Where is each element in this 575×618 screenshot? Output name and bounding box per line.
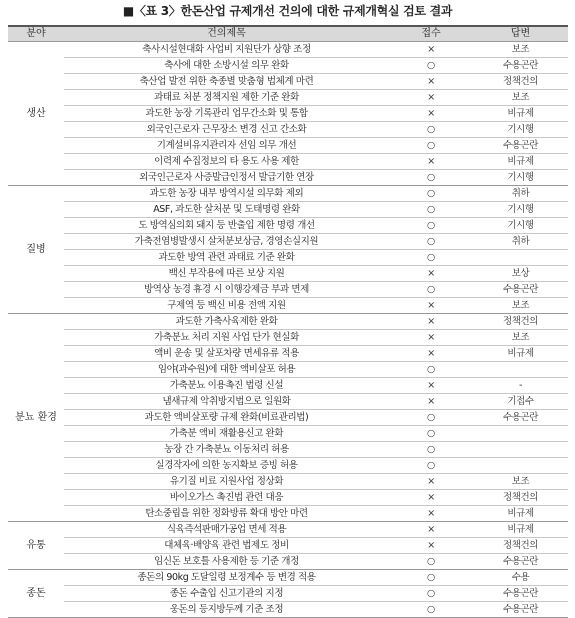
table-body — [8, 42, 568, 618]
accept-cell: ○ — [389, 458, 473, 474]
answer-cell: 수용곤란 — [473, 554, 568, 570]
accept-cell: × — [389, 522, 473, 538]
title-cell: 구제역 등 백신 비용 전액 지원 — [64, 298, 389, 314]
answer-cell: 보조 — [473, 474, 568, 490]
table-row — [8, 474, 568, 490]
accept-cell: × — [389, 298, 473, 314]
table-row — [8, 394, 568, 410]
accept-cell: ○ — [389, 170, 473, 186]
accept-cell: ○ — [389, 218, 473, 234]
title-cell: 임야(과수원)에 대한 액비살포 허용 — [64, 362, 389, 378]
title-cell: 농장 간 가축분뇨 이동처리 허용 — [64, 442, 389, 458]
table-row — [8, 42, 568, 58]
answer-cell: 보조 — [473, 42, 568, 58]
accept-cell: × — [389, 266, 473, 282]
title-cell: 외국인근로자 사증발급인정서 발급기한 연장 — [64, 170, 389, 186]
answer-cell: 기시행 — [473, 202, 568, 218]
answer-cell — [473, 458, 568, 474]
table-row — [8, 442, 568, 458]
answer-cell: 비규제 — [473, 346, 568, 362]
accept-cell: ○ — [389, 426, 473, 442]
answer-cell: 기접수 — [473, 394, 568, 410]
answer-cell: - — [473, 378, 568, 394]
title-cell: 축산업 발전 위한 축종별 맞춤형 법체계 마련 — [64, 74, 389, 90]
title-cell: 가축분뇨 이용촉진 법령 신설 — [64, 378, 389, 394]
answer-cell: 정책건의 — [473, 74, 568, 90]
table-row — [8, 458, 568, 474]
table-row — [8, 170, 568, 186]
accept-cell: ○ — [389, 138, 473, 154]
table-row — [8, 506, 568, 522]
table-row — [8, 186, 568, 202]
table-row — [8, 154, 568, 170]
accept-cell: ○ — [389, 570, 473, 586]
answer-cell — [473, 362, 568, 378]
answer-cell: 비규제 — [473, 154, 568, 170]
accept-cell: × — [389, 506, 473, 522]
title-cell: 과도한 액비살포량 규제 완화(비료관리법) — [64, 410, 389, 426]
accept-cell: ○ — [389, 122, 473, 138]
table-row — [8, 202, 568, 218]
title-cell: 가축전염병발생시 살처분보상금, 경영손실지원 — [64, 234, 389, 250]
answer-cell: 비규제 — [473, 506, 568, 522]
title-cell: 기계설비유지관리자 선임 의무 개선 — [64, 138, 389, 154]
accept-cell: ○ — [389, 442, 473, 458]
table-row — [8, 426, 568, 442]
title-cell: 백신 부작용에 따른 보상 지원 — [64, 266, 389, 282]
accept-cell: ○ — [389, 250, 473, 266]
table-row — [8, 362, 568, 378]
title-cell: 바이오가스 촉진법 관련 대응 — [64, 490, 389, 506]
table-row — [8, 570, 568, 586]
answer-cell: 수용곤란 — [473, 586, 568, 602]
accept-cell: ○ — [389, 554, 473, 570]
table-row — [8, 314, 568, 330]
accept-cell: × — [389, 346, 473, 362]
answer-cell: 보상 — [473, 266, 568, 282]
answer-cell: 취하 — [473, 234, 568, 250]
category-cell: 종돈 — [8, 570, 64, 618]
answer-cell: 기시행 — [473, 122, 568, 138]
title-cell: 웅돈의 등지방두께 기준 조정 — [64, 602, 389, 618]
category-cell: 생산 — [8, 42, 64, 186]
title-cell: 과도한 농장 내부 방역시설 의무화 제외 — [64, 186, 389, 202]
answer-cell — [473, 442, 568, 458]
answer-cell: 보조 — [473, 298, 568, 314]
answer-cell: 보조 — [473, 330, 568, 346]
answer-cell: 비규제 — [473, 522, 568, 538]
answer-cell: 보조 — [473, 90, 568, 106]
table-row — [8, 554, 568, 570]
table-title: ■〈표 3〉한돈산업 규제개선 건의에 대한 규제개혁실 검토 결과 — [122, 4, 453, 18]
accept-cell: ○ — [389, 58, 473, 74]
title-cell: 종돈 수출입 신고기관의 지정 — [64, 586, 389, 602]
title-cell: 축사에 대한 소방시설 의무 완화 — [64, 58, 389, 74]
accept-cell: ○ — [389, 410, 473, 426]
title-cell: 액비 운송 및 살포차량 면세유류 적용 — [64, 346, 389, 362]
answer-cell: 수용곤란 — [473, 58, 568, 74]
accept-cell: ○ — [389, 282, 473, 298]
table-row — [8, 106, 568, 122]
table-row — [8, 266, 568, 282]
title-cell: 가축분뇨 처리 지원 사업 단가 현실화 — [64, 330, 389, 346]
table-row — [8, 90, 568, 106]
accept-cell: ○ — [389, 234, 473, 250]
table-row — [8, 138, 568, 154]
answer-cell: 수용곤란 — [473, 138, 568, 154]
answer-cell: 정책건의 — [473, 490, 568, 506]
answer-cell: 수용곤란 — [473, 282, 568, 298]
title-cell: 방역상 농경 휴경 시 이행강제금 부과 면제 — [64, 282, 389, 298]
accept-cell: × — [389, 378, 473, 394]
answer-cell: 정책건의 — [473, 538, 568, 554]
title-cell: 과태료 처분 정책지원 제한 기준 완화 — [64, 90, 389, 106]
title-cell: 임신돈 보호틀 사용제한 등 기준 개정 — [64, 554, 389, 570]
answer-cell: 정책건의 — [473, 314, 568, 330]
accept-cell: × — [389, 490, 473, 506]
table-row — [8, 250, 568, 266]
title-cell: 가축분 액비 재활용신고 완화 — [64, 426, 389, 442]
table-row — [8, 378, 568, 394]
header-row — [8, 26, 568, 42]
answer-cell: 취하 — [473, 186, 568, 202]
title-cell: 유기질 비료 지원사업 정상화 — [64, 474, 389, 490]
category-cell: 분뇨 환경 — [8, 314, 64, 522]
title-cell: 과도한 방역 관련 과태료 기준 완화 — [64, 250, 389, 266]
table-row — [8, 298, 568, 314]
table-row — [8, 586, 568, 602]
category-cell: 유통 — [8, 522, 64, 570]
table-row — [8, 58, 568, 74]
review-results-table — [8, 25, 568, 618]
title-cell: 대체육·배양육 관련 법제도 정비 — [64, 538, 389, 554]
table-row — [8, 218, 568, 234]
title-cell: 이력제 수집정보의 타 용도 사용 제한 — [64, 154, 389, 170]
accept-cell: × — [389, 154, 473, 170]
table-row — [8, 602, 568, 618]
answer-cell: 비규제 — [473, 106, 568, 122]
accept-cell: × — [389, 394, 473, 410]
answer-cell: 수용 — [473, 570, 568, 586]
accept-cell: × — [389, 74, 473, 90]
accept-cell: × — [389, 314, 473, 330]
table-row — [8, 282, 568, 298]
title-cell: ASF, 과도한 살처분 및 도태명령 완화 — [64, 202, 389, 218]
answer-cell: 기시행 — [473, 170, 568, 186]
table-row — [8, 410, 568, 426]
table-row — [8, 74, 568, 90]
table-row — [8, 234, 568, 250]
header-title: 건의제목 — [64, 26, 389, 42]
title-cell: 냄새규제 악취방지법으로 일원화 — [64, 394, 389, 410]
answer-cell — [473, 426, 568, 442]
title-cell: 과도한 가축사육제한 완화 — [64, 314, 389, 330]
title-cell: 실경작자에 의한 농지확보 증빙 허용 — [64, 458, 389, 474]
header-accept: 접수 — [389, 26, 473, 42]
title-cell: 과도한 농장 기록관리 업무간소화 및 통합 — [64, 106, 389, 122]
accept-cell: ○ — [389, 202, 473, 218]
table-row — [8, 538, 568, 554]
table-row — [8, 522, 568, 538]
accept-cell: ○ — [389, 186, 473, 202]
header-answer: 답변 — [473, 26, 568, 42]
category-cell: 질병 — [8, 186, 64, 314]
accept-cell: ○ — [389, 362, 473, 378]
table-row — [8, 122, 568, 138]
title-cell: 도 방역심의회 돼지 등 반출입 제한 명령 개선 — [64, 218, 389, 234]
table-row — [8, 330, 568, 346]
accept-cell: × — [389, 330, 473, 346]
answer-cell: 수용곤란 — [473, 410, 568, 426]
accept-cell: ○ — [389, 602, 473, 618]
title-cell: 탄소중립을 위한 정화방류 확대 방안 마련 — [64, 506, 389, 522]
title-cell: 식육즉석판매가공업 면세 적용 — [64, 522, 389, 538]
table-row — [8, 490, 568, 506]
accept-cell: × — [389, 90, 473, 106]
accept-cell: ○ — [389, 586, 473, 602]
accept-cell: × — [389, 538, 473, 554]
answer-cell: 기시행 — [473, 218, 568, 234]
title-cell: 종돈의 90kg 도달일령 보정계수 등 변경 적용 — [64, 570, 389, 586]
accept-cell: × — [389, 42, 473, 58]
accept-cell: × — [389, 474, 473, 490]
title-cell: 외국인근로자 근무장소 변경 신고 간소화 — [64, 122, 389, 138]
accept-cell: × — [389, 106, 473, 122]
title-cell: 축사시설현대화 사업비 지원단가 상향 조정 — [64, 42, 389, 58]
answer-cell — [473, 250, 568, 266]
table-row — [8, 346, 568, 362]
answer-cell: 수용곤란 — [473, 602, 568, 618]
header-category: 분야 — [8, 26, 64, 42]
